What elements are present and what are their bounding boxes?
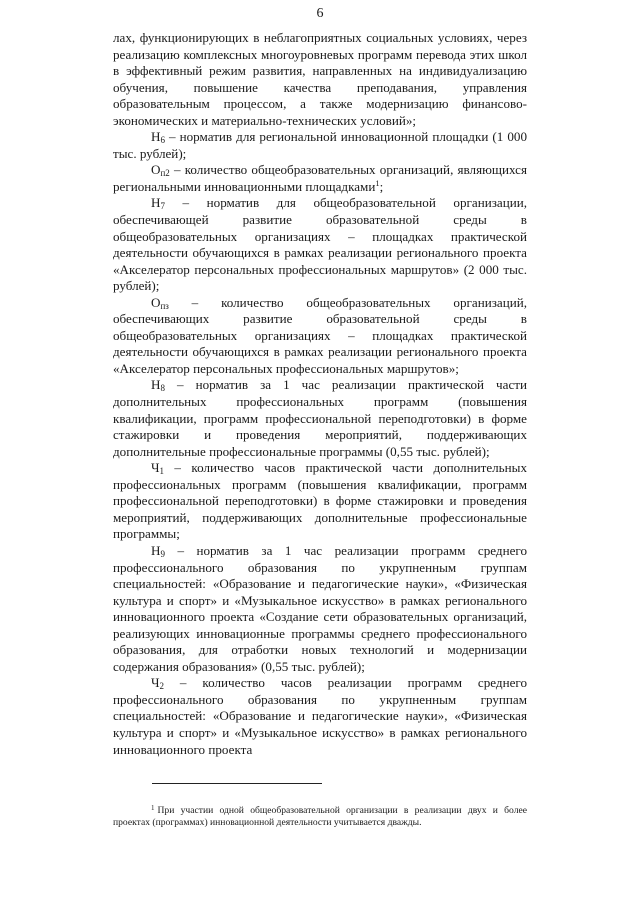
footnote-reference[interactable]: 1 xyxy=(375,177,380,188)
symbol-subscript: 8 xyxy=(160,383,165,394)
symbol-subscript: 9 xyxy=(160,548,165,559)
document-body xyxy=(113,30,527,758)
footnote-mark: 1 xyxy=(151,804,155,812)
definition-text: – норматив для общеобразовательной организации, обеспечивающей развитие образовательной среды в общеобразовательных организациях – площадках практической деятельности обучающихся в рамках реализации регионального проекта «Акселератор персональных профессиональных маршрутов» (2 000 тыс. рублей); xyxy=(113,195,527,294)
symbol: О xyxy=(151,162,161,178)
definition-op2 xyxy=(113,162,527,195)
footnote-separator xyxy=(152,783,322,784)
paragraph-text: лах, функционирующих в неблагоприятных социальных условиях, через реализацию комплексных многоуровневых программ перевода этих школ в эффективный режим развития, направленных на индивидуализацию обучения, повышение качества преподавания, управления образовательным процессом, а также модернизацию финансово-экономических и материально-технических условий»; xyxy=(113,30,527,128)
definition-ch1 xyxy=(113,460,527,543)
symbol-subscript: пз xyxy=(160,300,169,311)
page-number: 6 xyxy=(316,6,324,21)
definition-n7 xyxy=(113,195,527,294)
symbol-subscript: 7 xyxy=(160,201,165,212)
symbol: Ч xyxy=(151,460,160,476)
symbol: Н xyxy=(151,377,161,393)
symbol: Н xyxy=(151,129,161,145)
symbol-subscript: 2 xyxy=(159,681,165,692)
symbol-subscript: п2 xyxy=(160,168,170,179)
paragraph-continued xyxy=(113,30,527,129)
definition-text: – норматив за 1 час реализации программ среднего профессионального образования по укрупненным группам специальностей: «Образование и педагогические науки», «Физическая культура и спорт» и «Музыкальное искусство» в рамках регионального инновационного проекта «Создание сети образовательных организаций, реализующих инновационные программы среднего профессионального образования, для отработки новых технологий и модернизации содержания образования» (0,55 тыс. рублей); xyxy=(113,542,527,674)
symbol: Н xyxy=(151,195,161,211)
footnote-text: При участии одной общеобразовательной организации в реализации двух и более проектах (программах) инновационной деятельности учитывается дважды. xyxy=(113,805,527,828)
symbol-subscript: 1 xyxy=(159,466,165,477)
footnote xyxy=(113,805,527,829)
definition-text: – количество общеобразовательных организаций, обеспечивающих развитие образовательной среды в общеобразовательных организациях – площадках практической деятельности обучающихся в рамках реализации регионального проекта «Акселератор персональных профессиональных маршрутов»; xyxy=(113,294,527,376)
definition-text: – норматив для региональной инновационной площадки (1 000 тыс. рублей); xyxy=(113,129,527,161)
definition-ch2 xyxy=(113,675,527,758)
definition-text: – норматив за 1 час реализации практической части дополнительных профессиональных программ (повышения квалификации, программ профессиональной переподготовки) в форме стажировки и проведения мероприятий, поддерживающих дополнительные профессиональные программы (0,55 тыс. рублей); xyxy=(113,377,527,459)
definition-text: – количество часов реализации программ среднего профессионального образования по укрупненным группам специальностей: «Образование и педагогические науки», «Физическая культура и спорт» и «Музыкальное искусство» в рамках регионального инновационного проекта xyxy=(113,675,527,757)
definition-text: – количество общеобразовательных организаций, являющихся региональными инновационными площадками xyxy=(113,162,527,194)
symbol-subscript: 6 xyxy=(160,135,165,146)
definition-text: – количество часов практической части дополнительных профессиональных программ (повышения квалификации, программ профессиональной переподготовки) в форме стажировки и проведения мероприятий, поддерживающих дополнительные профессиональные программы; xyxy=(113,460,527,542)
symbol: Н xyxy=(151,542,161,558)
definition-op3 xyxy=(113,295,527,378)
symbol: О xyxy=(151,294,161,310)
definition-tail: ; xyxy=(379,178,384,194)
definition-n8 xyxy=(113,377,527,460)
definition-n6 xyxy=(113,129,527,162)
definition-n9 xyxy=(113,543,527,675)
footnote-paragraph xyxy=(113,805,527,829)
symbol: Ч xyxy=(151,675,160,691)
